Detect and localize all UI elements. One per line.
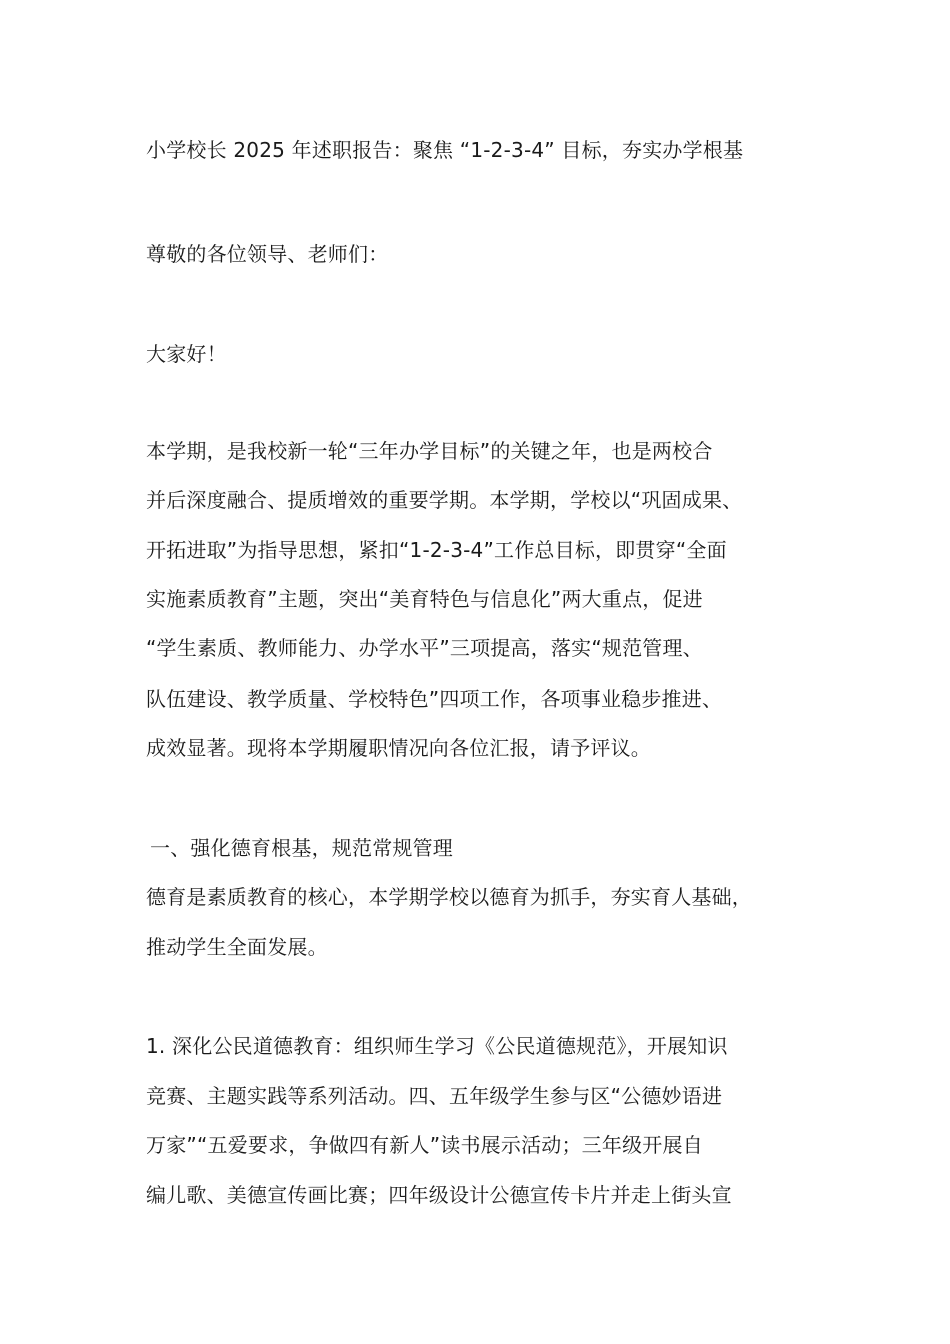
document-title: 小学校长 2025 年述职报告：聚焦 “1-2-3-4” 目标，夯实办学根基	[146, 138, 744, 162]
list-item-line: 万家”“五爱要求，争做四有新人”读书展示活动；三年级开展自	[146, 1133, 703, 1157]
list-item-line: 1. 深化公民道德教育：组织师生学习《公民道德规范》，开展知识	[146, 1034, 728, 1058]
intro-paragraph-line: “学生素质、教师能力、办学水平”三项提高，落实“规范管理、	[146, 636, 703, 660]
list-item-line: 编儿歌、美德宣传画比赛；四年级设计公德宣传卡片并走上街头宣	[146, 1183, 732, 1207]
intro-paragraph-line: 实施素质教育”主题，突出“美育特色与信息化”两大重点，促进	[146, 587, 703, 611]
section-lead-line: 德育是素质教育的核心，本学期学校以德育为抓手，夯实育人基础，	[146, 885, 752, 909]
greeting: 大家好！	[146, 342, 227, 366]
list-item-line: 竞赛、主题实践等系列活动。四、五年级学生参与区“公德妙语进	[146, 1084, 723, 1108]
salutation: 尊敬的各位领导、老师们：	[146, 242, 389, 266]
intro-paragraph-line: 并后深度融合、提质增效的重要学期。本学期，学校以“巩固成果、	[146, 488, 743, 512]
intro-paragraph-line: 队伍建设、教学质量、学校特色”四项工作，各项事业稳步推进、	[146, 687, 723, 711]
intro-paragraph-line: 开拓进取”为指导思想，紧扣“1-2-3-4”工作总目标，即贯穿“全面	[146, 538, 727, 562]
intro-paragraph-line: 成效显著。现将本学期履职情况向各位汇报，请予评议。	[146, 736, 651, 760]
section-lead-line: 推动学生全面发展。	[146, 935, 328, 959]
section-heading: 一、强化德育根基，规范常规管理	[150, 836, 453, 860]
intro-paragraph-line: 本学期，是我校新一轮“三年办学目标”的关键之年，也是两校合	[146, 439, 713, 463]
